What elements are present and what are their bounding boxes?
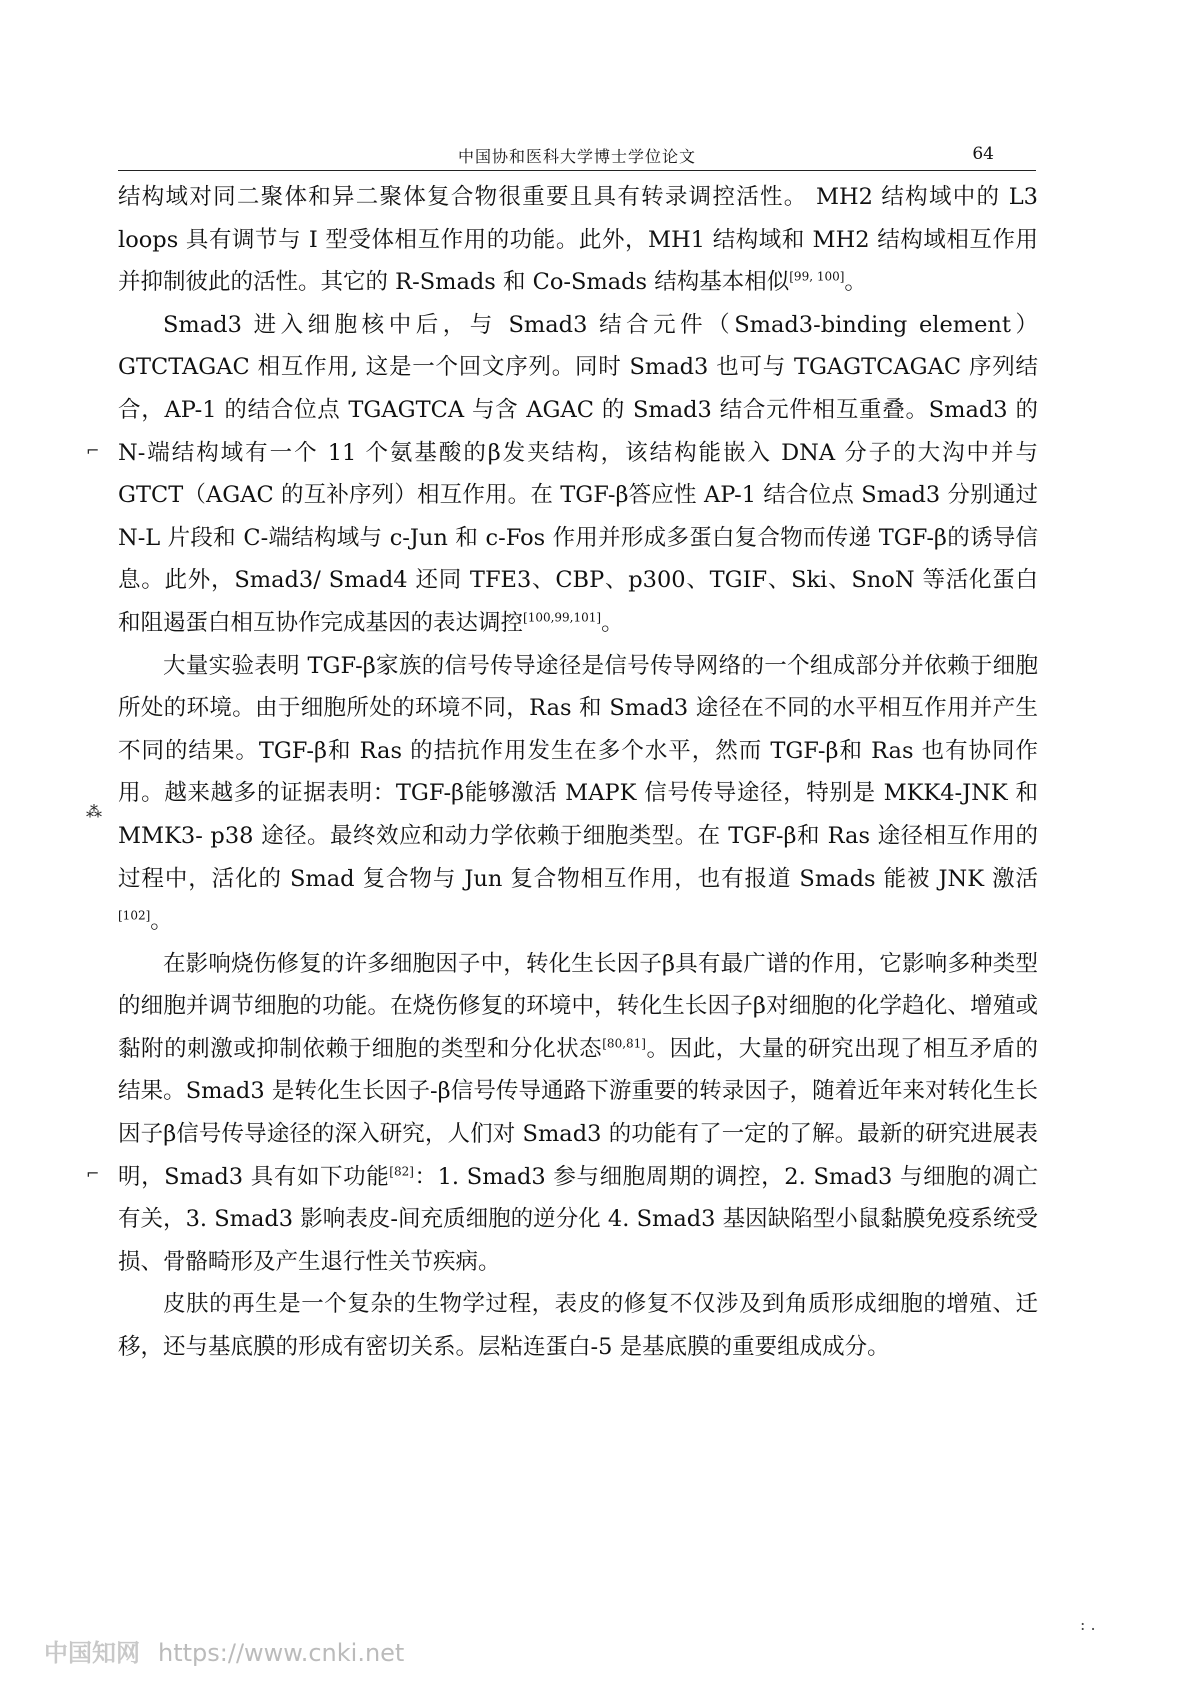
paragraph-text: Smad3 进入细胞核中后，与 Smad3 结合元件（Smad3-binding element）GTCTAGAC 相互作用, 这是一个回文序列。同时 Smad3 也可与 TGAGTCAGAC 序列结合，AP-1 的结合位点 TGAGTCA 与含 AGAC 的 Smad3 结合元件相互重叠。Smad3 的 N-端结构域有一个 11 个氨基酸的β发夹结构，该结构能嵌入 DNA 分子的大沟中并与 GTCT（AGAC 的互补序列）相互作用。在 TGF-β答应性 AP-1 结合位点 Smad3 分别通过 N-L 片段和 C-端结构域与 c-Jun 和 c-Fos 作用并形成多蛋白复合物而传递 TGF-β的诱导信息。此外，Smad3/ Smad4 还同 TFE3、CBP、p300、TGIF、Ski、SnoN 等活化蛋白和阻遏蛋白相互协作完成基因的表达调控 [118,311,1038,636]
citation: [82] [389,1164,414,1179]
body-text [118,176,1038,1369]
header-title: 中国协和医科大学博士学位论文 [457,147,696,166]
cnki-watermark [44,1633,404,1668]
margin-mark: ⁂ [86,802,102,821]
paragraph-text: 在影响烧伤修复的许多细胞因子中，转化生长因子β具有最广谱的作用，它影响多种类型的细胞并调节细胞的功能。在烧伤修复的环境中，转化生长因子β对细胞的化学趋化、增殖或黏附的刺激或抑制依赖于细胞的类型和分化状态 [118,950,1038,1062]
citation: [100,99,101] [523,610,602,625]
paragraph-tail: 。 [844,269,867,296]
paragraph-4 [118,943,1038,1284]
paragraph-tail: 。 [601,609,624,636]
paragraph-tail: 。因此，大量的研究出现了相互矛盾的结果。Smad3 是转化生长因子-β信号传导通路下游重要的转录因子，随着近年来对转化生长因子β信号传导途径的深入研究，人们对 Smad3 的功能有了一定的了解。最新的研究进展表明，Smad3 具有如下功能 [118,1035,1038,1190]
watermark-brand: 中国知网 [44,1639,140,1667]
page-number: 64 [972,144,994,164]
paragraph-text: 皮肤的再生是一个复杂的生物学过程，表皮的修复不仅涉及到角质形成细胞的增殖、迁移，还与基底膜的形成有密切关系。层粘连蛋白-5 是基底膜的重要组成成分。 [118,1291,1038,1361]
citation: [102] [118,908,151,923]
paragraph-3 [118,645,1038,943]
corner-mark: : . [1080,1615,1096,1634]
running-header [118,144,1036,171]
paragraph-text: 大量实验表明 TGF-β家族的信号传导途径是信号传导网络的一个组成部分并依赖于细胞所处的环境。由于细胞所处的环境不同，Ras 和 Smad3 途径在不同的水平相互作用并产生不同的结果。TGF-β和 Ras 的拮抗作用发生在多个水平，然而 TGF-β和 Ras 也有协同作用。越来越多的证据表明：TGF-β能够激活 MAPK 信号传导途径，特别是 MKK4-JNK 和 MMK3- p38 途径。最终效应和动力学依赖于细胞类型。在 TGF-β和 Ras 途径相互作用的过程中，活化的 Smad 复合物与 Jun 复合物相互作用，也有报道 Smads 能被 JNK 激活 [118,652,1038,892]
citation: [80,81] [602,1036,646,1051]
paragraph-tail: ：1. Smad3 参与细胞周期的调控，2. Smad3 与细胞的凋亡有关，3. Smad3 影响表皮-间充质细胞的逆分化 4. Smad3 基因缺陷型小鼠黏膜免疫系统受损、骨骼畸形及产生退行性关节疾病。 [118,1163,1038,1275]
paragraph-1 [118,176,1038,304]
margin-mark: ⌐ [86,441,100,460]
paragraph-tail: 。 [150,908,173,935]
watermark-url: https://www.cnki.net [158,1639,405,1667]
paragraph-5 [118,1283,1038,1368]
paragraph-text: 结构域对同二聚体和异二聚体复合物很重要且具有转录调控活性。 MH2 结构域中的 L3 loops 具有调节与 I 型受体相互作用的功能。此外，MH1 结构域和 MH2 结构域相互作用并抑制彼此的活性。其它的 R-Smads 和 Co-Smads 结构基本相似 [118,184,1038,296]
citation: [99, 100] [789,269,845,284]
paragraph-2 [118,304,1038,645]
margin-mark: ⌐ [86,1164,100,1183]
